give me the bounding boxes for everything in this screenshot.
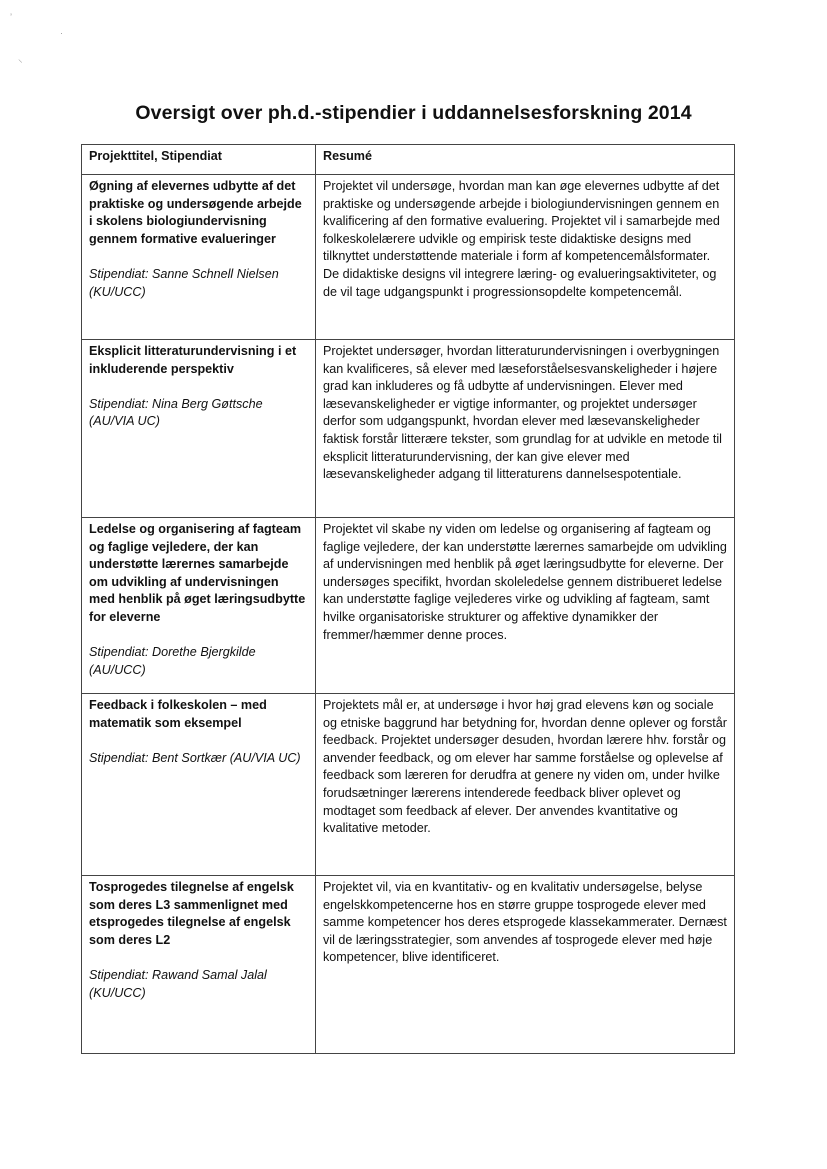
summary-cell: [316, 340, 735, 518]
scholar-name: Stipendiat: Rawand Samal Jalal (KU/UCC): [89, 967, 267, 1000]
summary-cell: [316, 694, 735, 876]
project-title: Øgning af elevernes udbytte af det praktiske og undersøgende arbejde i skolens biologiundervisning gennem formative evalueringer: [89, 179, 302, 246]
table-header-row: [82, 145, 735, 175]
scan-speck: ⸜: [18, 54, 23, 64]
table-row: [82, 876, 735, 1054]
project-title: Tosprogedes tilegnelse af engelsk som deres L3 sammenlignet med etsprogedes tilegnelse af engelsk som deres L2: [89, 880, 294, 947]
scholar-name: Stipendiat: Bent Sortkær (AU/VIA UC): [89, 750, 301, 765]
scholar-name: Stipendiat: Sanne Schnell Nielsen (KU/UCC): [89, 266, 279, 299]
summary-cell: [316, 876, 735, 1054]
page-title: Oversigt over ph.d.-stipendier i uddannelsesforskning 2014: [135, 102, 692, 124]
scholar-name: Stipendiat: Nina Berg Gøttsche (AU/VIA UC): [89, 396, 263, 429]
column-header-project: Projekttitel, Stipendiat: [82, 145, 316, 175]
project-summary: Projektet vil undersøge, hvordan man kan øge elevernes udbytte af det praktiske og undersøgende arbejde i biologiundervisningen gennem en kvalificering af den formative evaluering. Projektet vil i samarbejde med folkeskolelærere udvikle og empirisk teste didaktiske designs med tilknyttet understøttende materiale i form af kompetencemålsformater. De didaktiske designs vil integrere læring- og evalueringsaktiviteter, og de vil tage udgangspunkt i progressionsopdelte kompetencemål.: [323, 179, 720, 299]
project-cell: [82, 518, 316, 694]
project-summary: Projektet vil, via en kvantitativ- og en kvalitativ undersøgelse, belyse engelskkompetencerne hos en større gruppe tosprogede elever med samme kompetencer hos deres etsprogede klassekammerater. Dernæst vil de læringsstrategier, som anvendes af tosprogede elever med høje kompetencer, blive identificeret.: [323, 880, 727, 965]
project-summary: Projektets mål er, at undersøge i hvor høj grad elevens køn og sociale og etniske baggrund har betydning for, hvordan denne oplever og forstår feedback. Projektet undersøger desuden, hvordan lærere hhv. forstår og anvender feedback, og om elever har samme forståelse og oplevelse af feedback som læreren for derudfra at genere ny viden om, under hvilke forudsætninger lærerens intenderede feedback bliver oplevet og modtaget som feedback af elever. Der anvendes kvantitative og kvalitative metoder.: [323, 698, 727, 836]
stipend-table: [81, 144, 735, 1054]
table-row: [82, 694, 735, 876]
project-cell: [82, 876, 316, 1054]
project-cell: [82, 340, 316, 518]
project-cell: [82, 694, 316, 876]
project-cell: [82, 175, 316, 340]
scholar-name: Stipendiat: Dorethe Bjergkilde (AU/UCC): [89, 645, 256, 677]
table-row: [82, 175, 735, 340]
project-summary: Projektet vil skabe ny viden om ledelse og organisering af fagteam og faglige vejledere, der kan understøtte lærernes samarbejde om udvikling af undervisningen med henblik på øget læringsudbytte for eleverne. Der undersøges specifikt, hvordan skoleledelse gennem distribueret ledelse kan understøtte faglige vejlederes virke og udvikling af fagteam, samt hvilke organisatoriske strukturer og affektive dynamikker der fremmer/hæmmer denne proces.: [323, 522, 727, 642]
summary-cell: [316, 518, 735, 694]
summary-cell: [316, 175, 735, 340]
table-row: [82, 340, 735, 518]
project-summary: Projektet undersøger, hvordan litteraturundervisningen i overbygningen kan kvalificeres, så elever med læseforståelsesvanskeligheder i højere grad kan inkluderes og få udbytte af undervisningen. Elever med læsevanskeligheder er vigtige informanter, og projektet undersøger derfor som udgangspunkt, hvordan elever med læsevanskeligheder faktisk forstår litterære tekster, som grundlag for at udvikle en metode til eksplicit litteraturundervisning, der kan give elever med læsevanskeligheder adgang til litteraturens dannelsespotentiale.: [323, 344, 722, 482]
project-title: Ledelse og organisering af fagteam og faglige vejledere, der kan understøtte lærernes samarbejde om udvikling af undervisningen med henblik på øget læringsudbytte for eleverne: [89, 522, 306, 624]
project-title: Eksplicit litteraturundervisning i et inkluderende perspektiv: [89, 344, 297, 376]
table-row: [82, 518, 735, 694]
column-header-summary: Resumé: [316, 145, 735, 175]
scan-speck: ’: [10, 12, 12, 22]
project-title: Feedback i folkeskolen – med matematik som eksempel: [89, 698, 267, 730]
scan-speck: ·: [60, 28, 63, 38]
